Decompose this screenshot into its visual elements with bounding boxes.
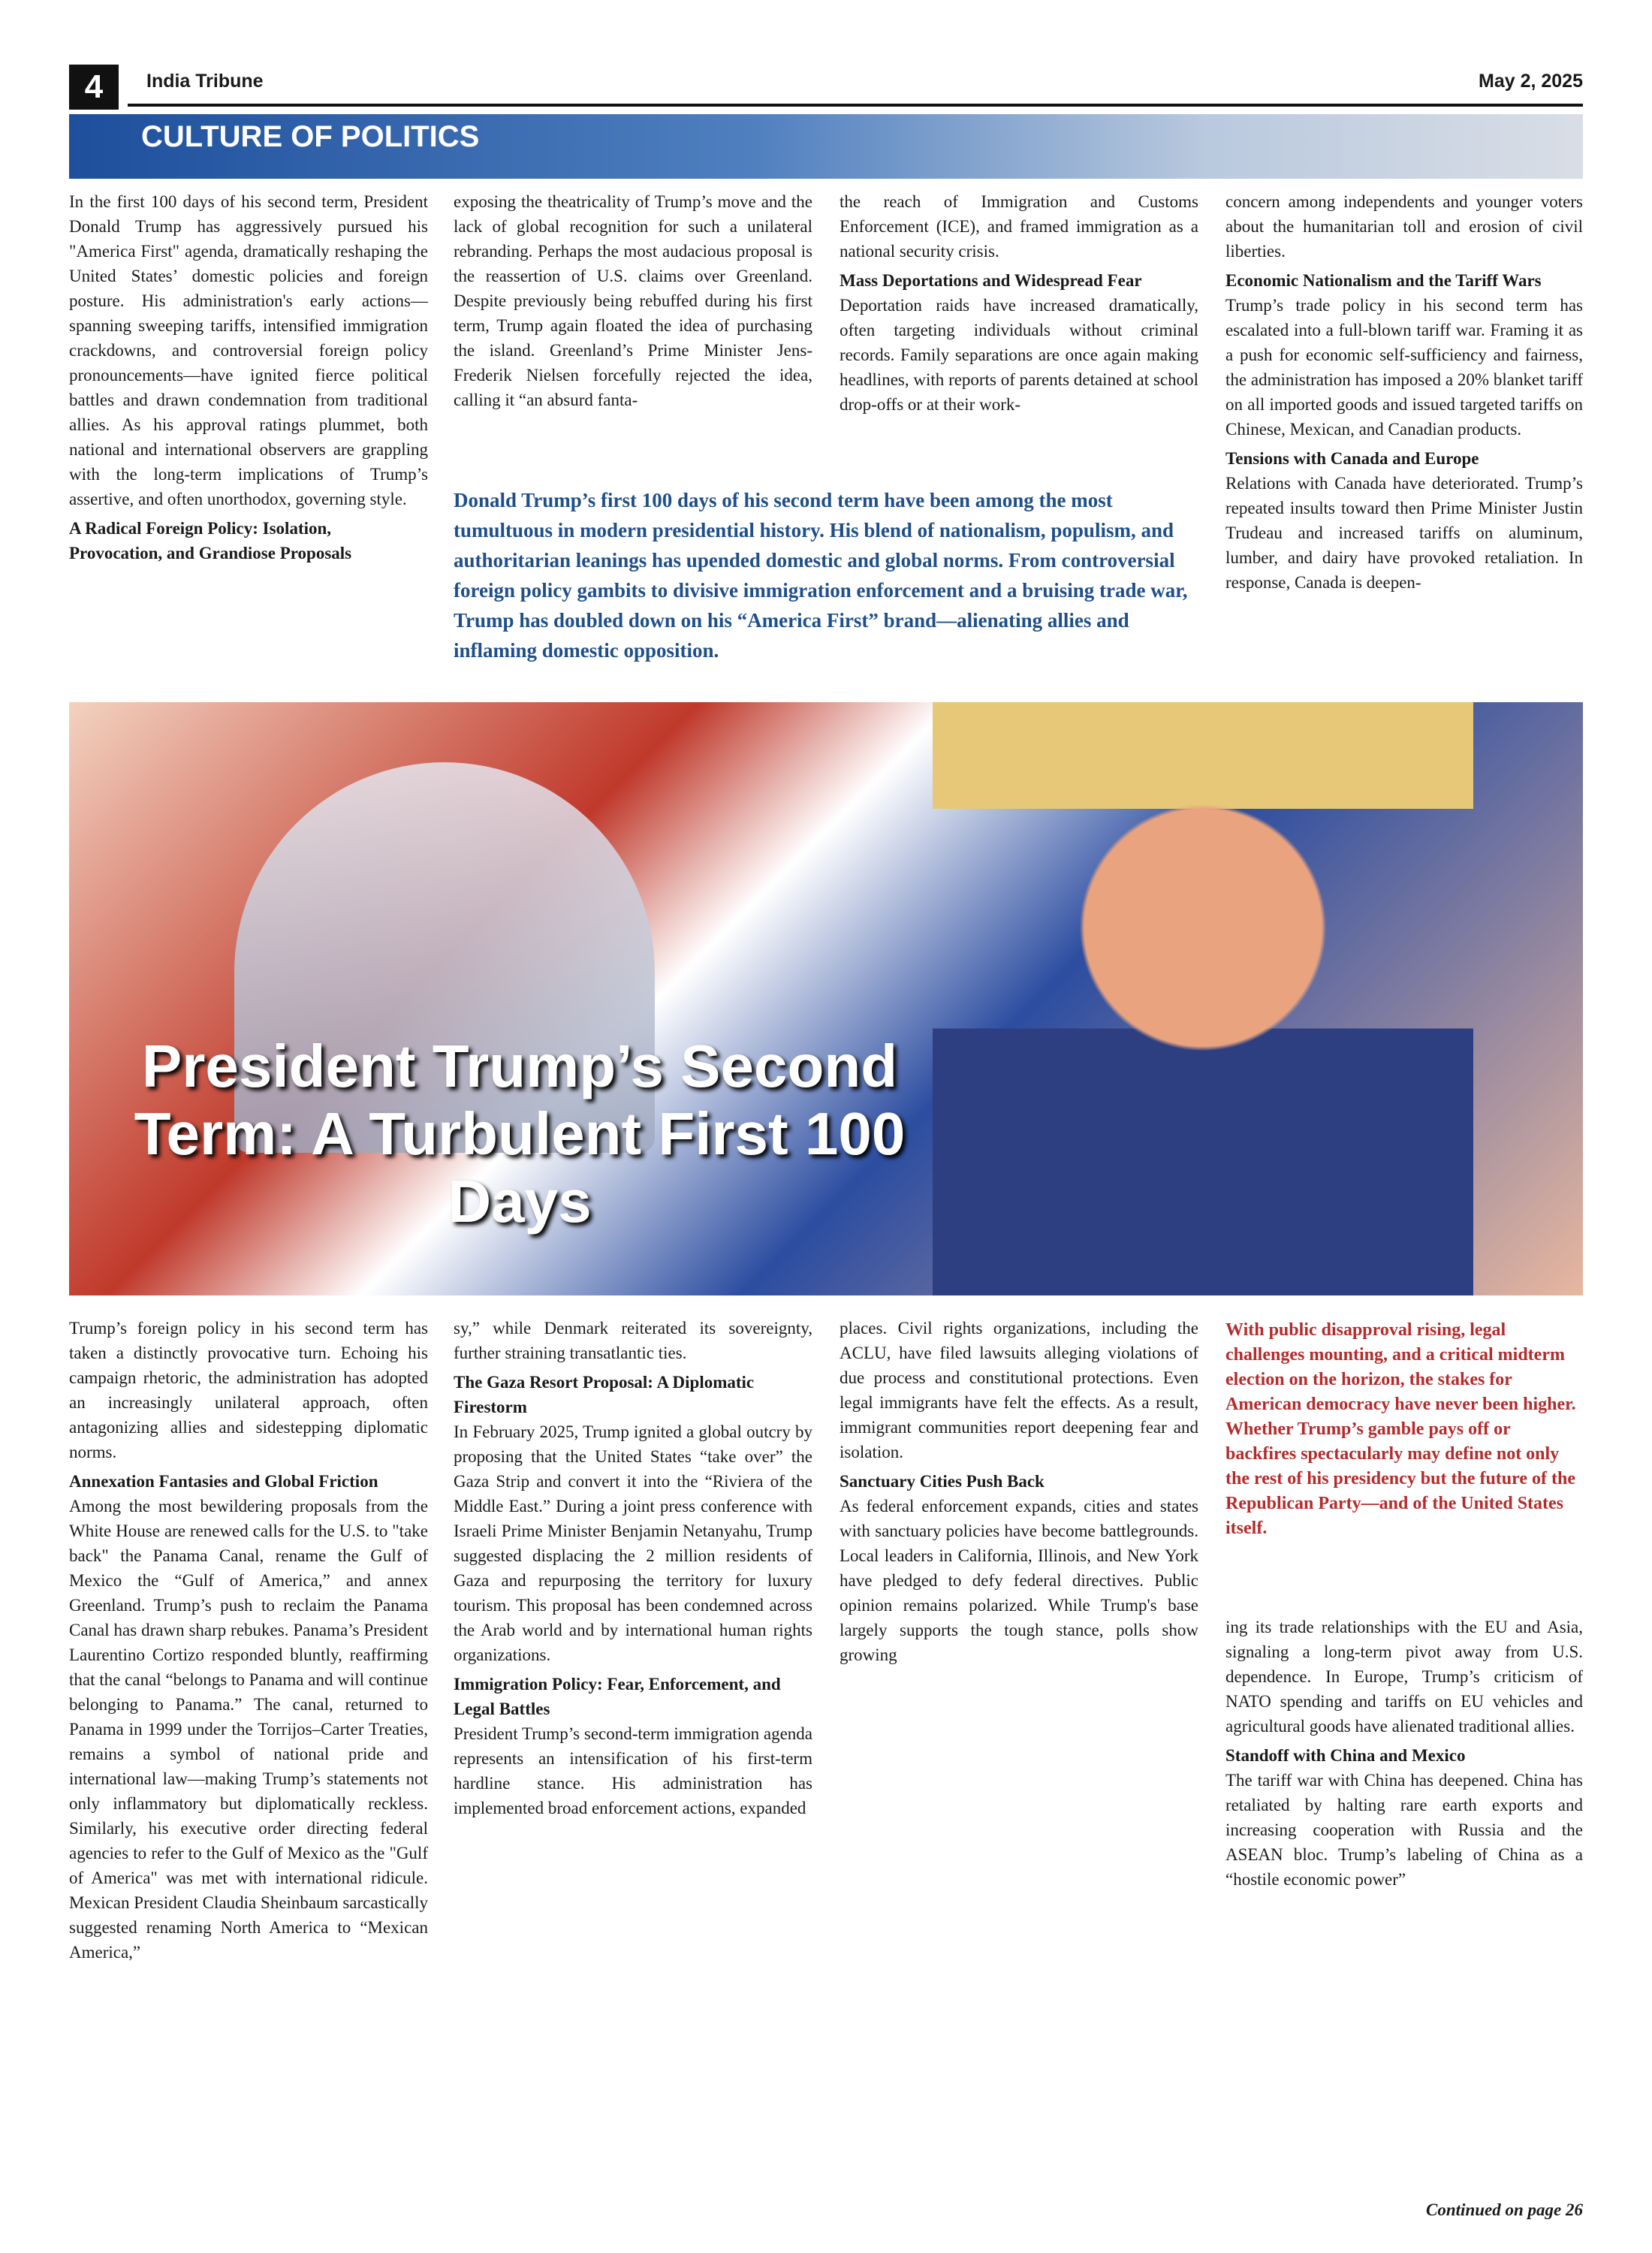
denmark-text: sy,” while Denmark reiterated its sovereignty, further straining transatlantic ties. — [454, 1319, 812, 1362]
red-pull-quote: With public disapproval rising, legal challenges mounting, and a critical midterm election on the horizon, the stakes for American democracy have never been higher. Whether Trump’s gamble pays off or backfires spectacularly may define not only the rest of his presidency but the future of the Republican Party—and of the United States itself. — [1225, 1320, 1576, 1538]
hero-image — [69, 702, 1583, 1295]
deportation-text: Deportation raids have increased dramatically, often targeting individuals without criminal records. Family separations are once again making headlines, with reports of parents detained at school drop-offs or at their work- — [840, 296, 1198, 414]
greenland-text: exposing the theatricality of Trump’s move and the lack of global recognition for such a unilateral rebranding. Perhaps the most audacious proposal is the reassertion of U.S. claims over Greenland. Despite previously being rebuffed during his first term, Trump again floated the idea of purchasing the island. Greenland’s Prime Minister Jens-Frederik Nielsen forcefully rejected the idea, calling it “an absurd fanta- — [454, 192, 812, 409]
portrait-shape — [933, 702, 1473, 1295]
column-3-bottom — [840, 1316, 1198, 1672]
canada-text: Relations with Canada have deteriorated. Trump’s repeated insults toward then Prime Minister Justin Trudeau and increased tariffs on aluminum, lumber, and dairy have provoked retaliation. In response, Canada is deepen- — [1225, 474, 1583, 592]
column-1-bottom — [69, 1316, 428, 1969]
column-4-bottom — [1225, 1615, 1583, 1896]
immigration-text: President Trump’s second-term immigration agenda represents an intensification of his first-term hardline stance. His administration has implemented broad enforcement actions, expanded — [454, 1724, 812, 1817]
subhead-gaza: The Gaza Resort Proposal: A Diplomatic Firestorm — [454, 1373, 755, 1416]
subhead-foreign-policy: A Radical Foreign Policy: Isolation, Provocation, and Grandiose Proposals — [69, 519, 352, 562]
issue-date: May 2, 2025 — [1479, 71, 1583, 92]
foreign-text: Trump’s foreign policy in his second term has taken a distinctly provocative turn. Echoing his campaign rhetoric, the administration has adopted an increasingly unilateral approach, often antagonizing allies and sidestepping diplomatic norms. — [69, 1319, 428, 1461]
column-3-top — [840, 189, 1198, 421]
subhead-deportations: Mass Deportations and Widespread Fear — [840, 271, 1142, 290]
eu-text: ing its trade relationships with the EU and Asia, signaling a long-term pivot away from U.S. dependence. In Europe, Trump’s criticism of NATO spending and tariffs on EU vehicles and agricultural goods have alienated traditional allies. — [1225, 1618, 1583, 1736]
intro-text: In the first 100 days of his second term, President Donald Trump has aggressively pursued his "America First" agenda, dramatically reshaping the United States’ domestic policies and foreign posture. His administration's early actions—spanning sweeping tariffs, intensified immigration crackdowns, and controversial foreign policy pronouncements—have ignited fierce political battles and drawn condemnation from traditional allies. As his approval ratings plummet, both national and international observers are grappling with the long-term implications of Trump’s assertive, and often unorthodox, governing style. — [69, 192, 428, 508]
section-banner: CULTURE OF POLITICS — [69, 114, 1583, 179]
continued-note[interactable]: Continued on page 26 — [1426, 2200, 1583, 2219]
column-4-top — [1225, 189, 1583, 599]
civil-rights-text: places. Civil rights organizations, including the ACLU, have filed lawsuits alleging violations of due process and constitutional protections. Even legal immigrants have felt the effects. As a result, immigrant communities report deepening fear and isolation. — [840, 1319, 1198, 1461]
subhead-tariffs: Economic Nationalism and the Tariff Wars — [1225, 271, 1542, 290]
publication-name: India Tribune — [146, 71, 264, 92]
concern-text: concern among independents and younger voters about the humanitarian toll and erosion of civil liberties. — [1225, 192, 1583, 261]
sanctuary-text: As federal enforcement expands, cities and states with sanctuary policies have become battlegrounds. Local leaders in California, Illinois, and New York have pledged to defy federal directives. Public opinion remains polarized. While Trump's base largely supports the tough stance, polls show growing — [840, 1497, 1198, 1664]
column-1-top — [69, 189, 428, 566]
subhead-sanctuary: Sanctuary Cities Push Back — [840, 1472, 1045, 1491]
pull-quote: Donald Trump’s first 100 days of his second term have been among the most tumultuous in modern presidential history. His blend of nationalism, populism, and authoritarian leanings has upended domestic and global norms. From controversial foreign policy gambits to divisive immigration enforcement and a bruising trade war, Trump has doubled down on his “America First” brand—alienating allies and inflaming domestic opposition. — [454, 489, 1188, 662]
ice-text: the reach of Immigration and Customs Enforcement (ICE), and framed immigration as a national security crisis. — [840, 192, 1198, 261]
subhead-annexation: Annexation Fantasies and Global Friction — [69, 1472, 378, 1491]
subhead-china: Standoff with China and Mexico — [1225, 1746, 1466, 1765]
subhead-immigration: Immigration Policy: Fear, Enforcement, and Legal Battles — [454, 1675, 781, 1718]
annexation-text: Among the most bewildering proposals from the White House are renewed calls for the U.S. to "take back" the Panama Canal, rename the Gulf of Mexico the “Gulf of America,” and annex Greenland. Trump’s push to reclaim the Panama Canal has drawn sharp rebukes. Panama’s President Laurentino Cortizo responded bluntly, reaffirming that the canal “belongs to Panama and will continue belonging to Panama.” The canal, returned to Panama in 1999 under the Torrijos–Carter Treaties, remains a symbol of national pride and international law—making Trump’s statements not only inflammatory but diplomatically reckless. Similarly, his executive order directing federal agencies to refer to the Gulf of Mexico as the "Gulf of America" was met with international ridicule. Mexican President Claudia Sheinbaum sarcastically suggested renaming North America to “Mexican America,” — [69, 1497, 428, 1962]
hero-headline: President Trump’s Second Term: A Turbulent First 100 Days — [134, 1033, 906, 1235]
header-rule — [128, 104, 1583, 107]
tariff-text: Trump’s trade policy in his second term has escalated into a full-blown tariff war. Framing it as a push for economic self-sufficiency and fairness, the administration has imposed a 20% blanket tariff on all imported goods and issued targeted tariffs on Chinese, Mexican, and Canadian products. — [1225, 296, 1583, 439]
column-2-top — [454, 189, 812, 417]
page-number: 4 — [69, 65, 119, 110]
subhead-canada: Tensions with Canada and Europe — [1225, 449, 1479, 468]
china-text: The tariff war with China has deepened. China has retaliated by halting rare earth exports and increasing cooperation with Russia and the ASEAN bloc. Trump’s labeling of China as a “hostile economic power” — [1225, 1771, 1583, 1889]
gaza-text: In February 2025, Trump ignited a global outcry by proposing that the United States “take over” the Gaza Strip and convert it into the “Riviera of the Middle East.” During a joint press conference with Israeli Prime Minister Benjamin Netanyahu, Trump suggested displacing the 2 million residents of Gaza and repurposing the territory for luxury tourism. This proposal has been condemned across the Arab world and by international human rights organizations. — [454, 1422, 812, 1664]
column-2-bottom — [454, 1316, 812, 1825]
